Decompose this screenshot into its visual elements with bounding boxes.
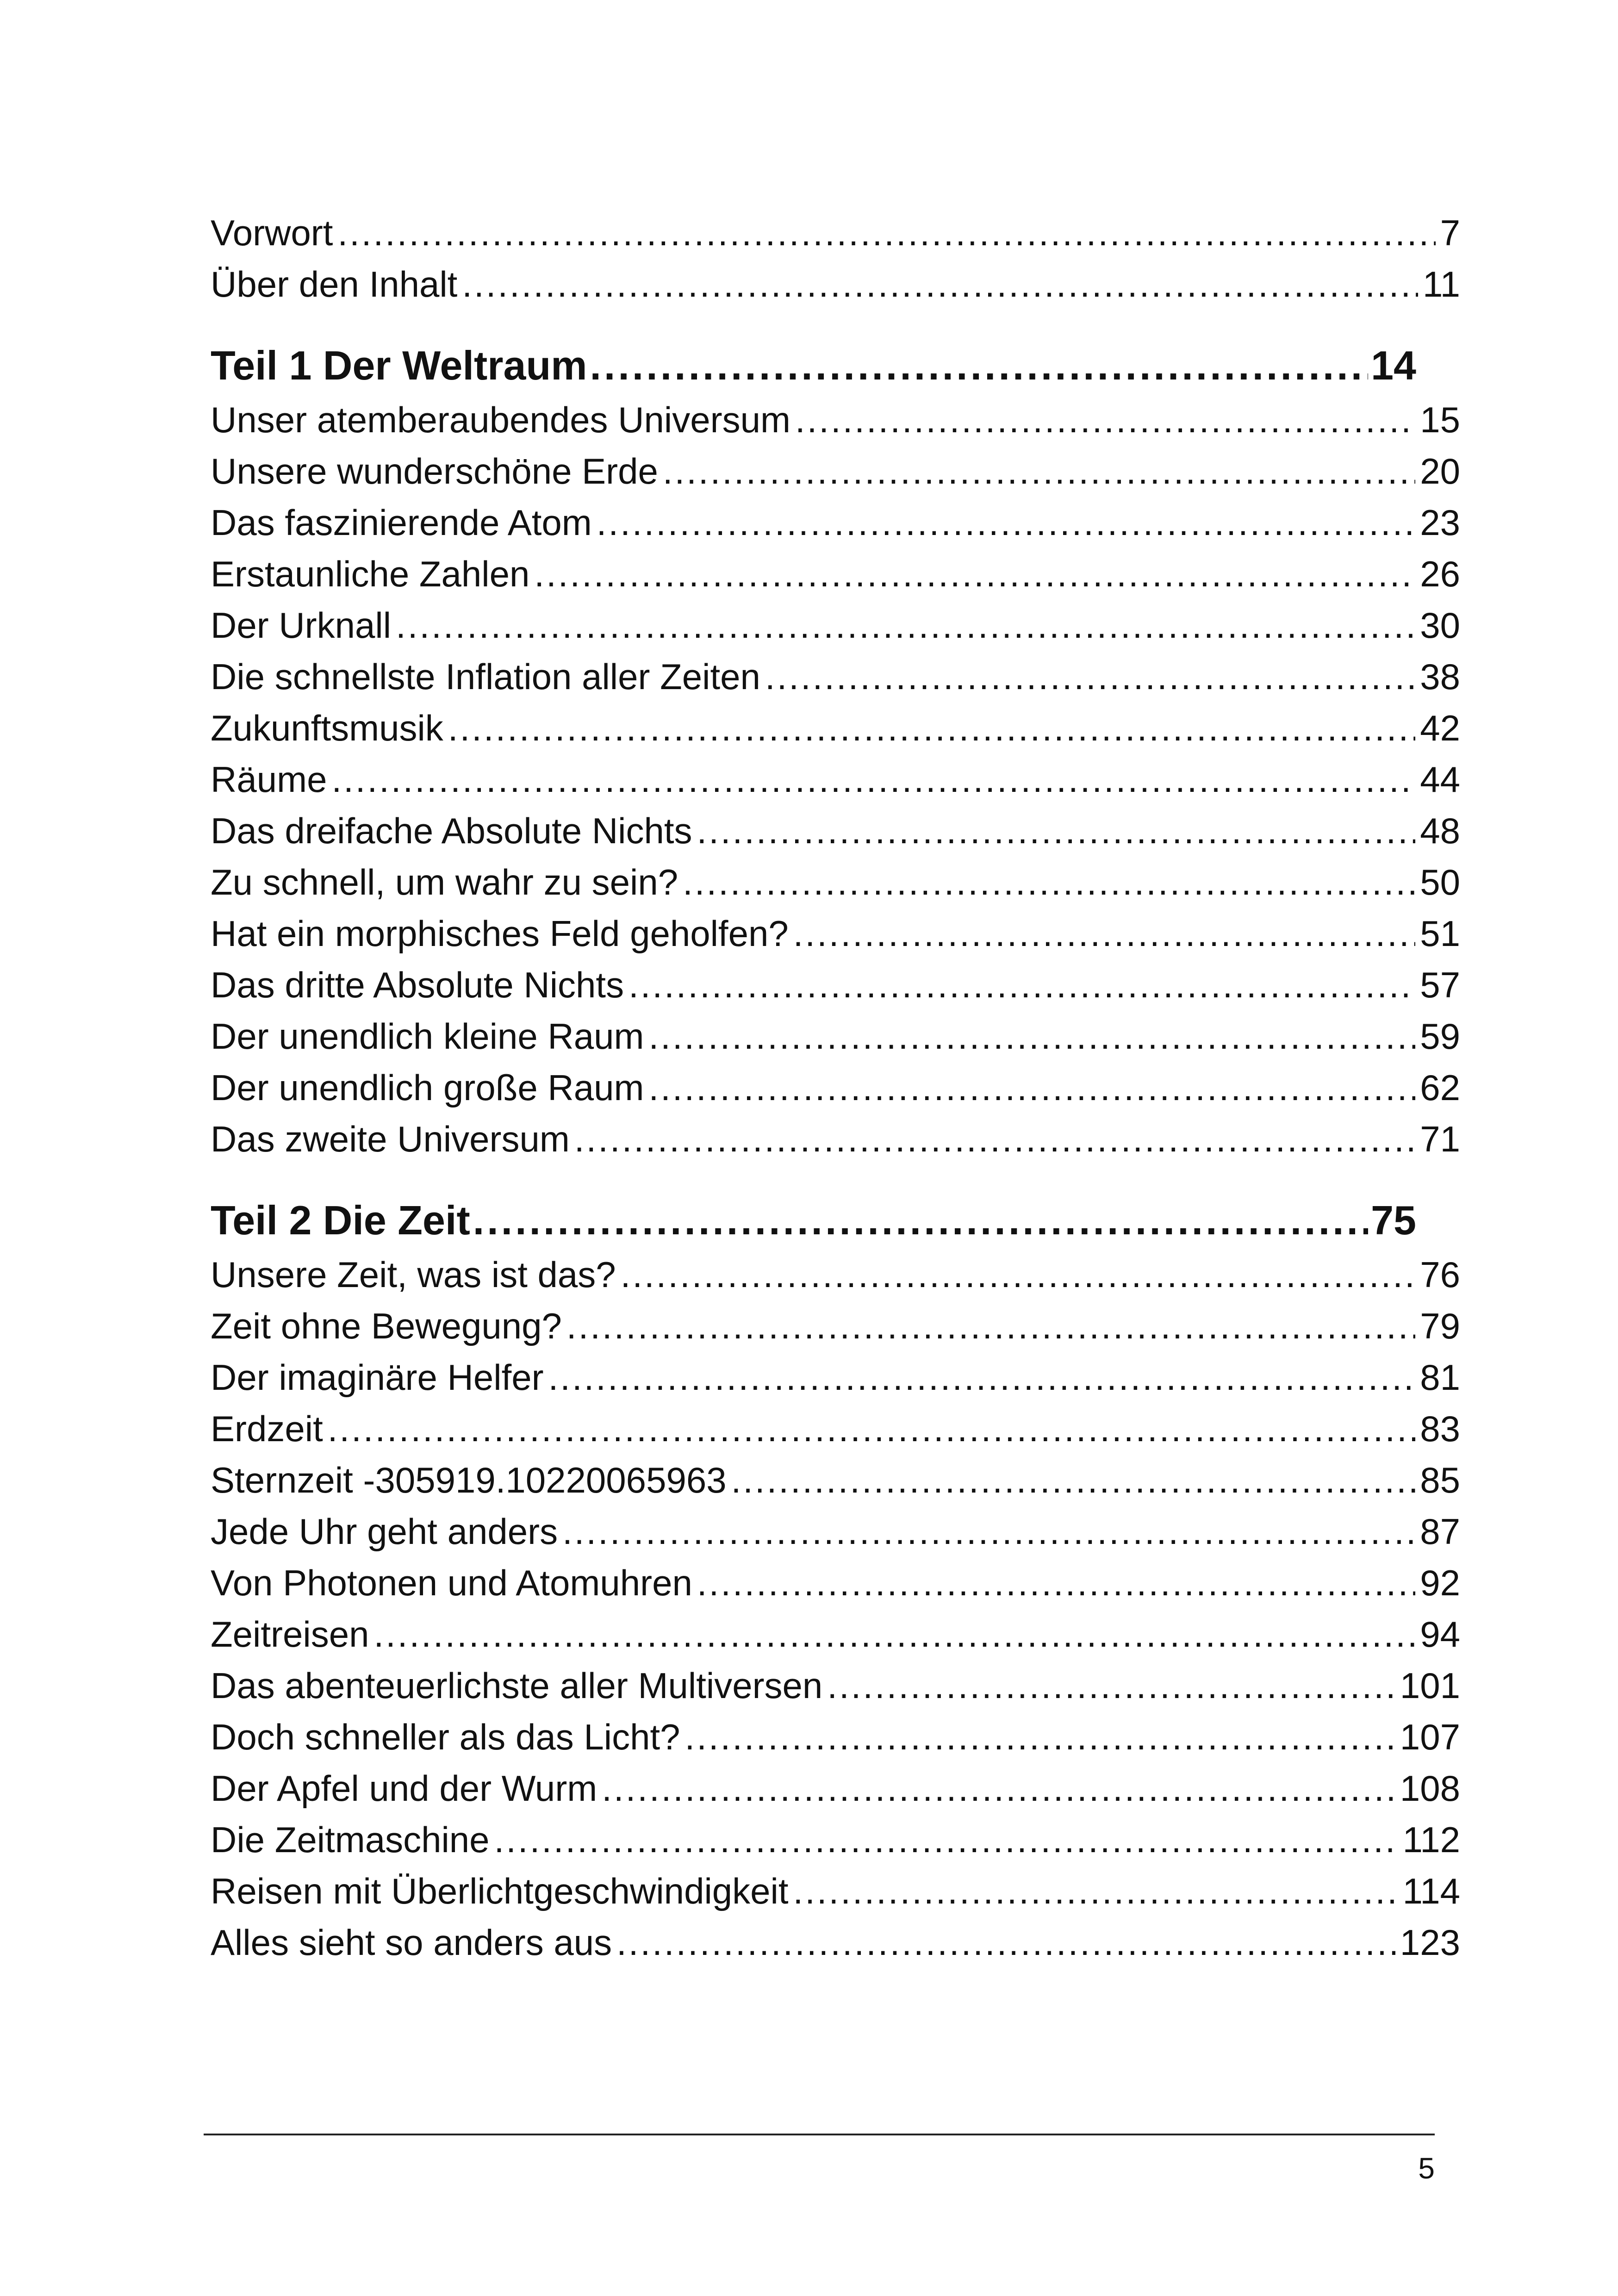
toc-entry-title: Das zweite Universum bbox=[211, 1119, 570, 1159]
toc-entry[interactable] bbox=[211, 805, 1460, 857]
toc-entry[interactable] bbox=[211, 959, 1460, 1011]
toc-entry-title: Von Photonen und Atomuhren bbox=[211, 1562, 692, 1603]
toc-entry[interactable] bbox=[211, 651, 1460, 703]
page-number: 5 bbox=[1418, 2152, 1435, 2185]
toc-entry-page: 15 bbox=[1420, 399, 1460, 440]
toc-entry[interactable] bbox=[211, 908, 1460, 959]
toc-entry-title: Hat ein morphisches Feld geholfen? bbox=[211, 913, 789, 954]
dot-leader bbox=[602, 1763, 1395, 1814]
part-page: 14 bbox=[1371, 342, 1416, 388]
toc-entry[interactable] bbox=[211, 754, 1460, 805]
toc-entry-title: Zukunftsmusik bbox=[211, 708, 443, 748]
toc-entry[interactable] bbox=[211, 207, 1460, 259]
toc-entry[interactable] bbox=[211, 446, 1460, 497]
toc-entry-title: Die schnellste Inflation aller Zeiten bbox=[211, 656, 760, 697]
toc-entry-page: 112 bbox=[1402, 1819, 1460, 1860]
toc-entry-page: 26 bbox=[1420, 554, 1460, 594]
dot-leader bbox=[793, 1866, 1398, 1917]
toc-entry-page: 50 bbox=[1420, 862, 1460, 902]
dot-leader bbox=[683, 857, 1415, 908]
toc-entry-title: Erdzeit bbox=[211, 1408, 323, 1449]
toc-entry[interactable] bbox=[211, 1506, 1460, 1557]
toc-entry-title: Doch schneller als das Licht? bbox=[211, 1717, 680, 1757]
toc-entry[interactable] bbox=[211, 1711, 1460, 1763]
part-title: Teil 1 Der Weltraum bbox=[211, 342, 587, 388]
dot-leader bbox=[648, 1062, 1415, 1114]
toc-entry-page: 94 bbox=[1420, 1614, 1460, 1655]
toc-entry[interactable] bbox=[211, 1011, 1460, 1062]
toc-entry-page: 23 bbox=[1420, 502, 1460, 543]
dot-leader bbox=[663, 446, 1415, 497]
dot-leader bbox=[566, 1300, 1415, 1352]
toc-entry[interactable] bbox=[211, 1814, 1460, 1866]
toc-entry-title: Das faszinierende Atom bbox=[211, 502, 592, 543]
toc-entry-page: 107 bbox=[1400, 1717, 1460, 1757]
toc-entry-page: 79 bbox=[1420, 1306, 1460, 1346]
toc-entry[interactable] bbox=[211, 1609, 1460, 1660]
dot-leader bbox=[473, 1192, 1368, 1249]
toc-entry[interactable] bbox=[211, 1300, 1460, 1352]
toc-entry[interactable] bbox=[211, 1557, 1460, 1609]
dot-leader bbox=[448, 703, 1415, 754]
toc-entry-title: Zu schnell, um wahr zu sein? bbox=[211, 862, 678, 902]
toc-entry-title: Alles sieht so anders aus bbox=[211, 1922, 612, 1963]
toc-entry-title: Unser atemberaubendes Universum bbox=[211, 399, 790, 440]
toc-entry-page: 85 bbox=[1420, 1460, 1460, 1500]
toc-entry-title: Über den Inhalt bbox=[211, 264, 458, 305]
toc-entry-page: 30 bbox=[1420, 605, 1460, 646]
toc-entry[interactable] bbox=[211, 1352, 1460, 1403]
toc-entry-title: Der unendlich kleine Raum bbox=[211, 1016, 644, 1057]
dot-leader bbox=[328, 1403, 1415, 1455]
toc-entry[interactable] bbox=[211, 600, 1460, 651]
toc-entry-page: 20 bbox=[1420, 451, 1460, 492]
dot-leader bbox=[396, 600, 1415, 651]
dot-leader bbox=[685, 1711, 1395, 1763]
toc-entry-page: 51 bbox=[1420, 913, 1460, 954]
toc-entry-page: 76 bbox=[1420, 1254, 1460, 1295]
toc-entry-title: Das dritte Absolute Nichts bbox=[211, 964, 624, 1005]
toc-entry-page: 57 bbox=[1420, 964, 1460, 1005]
toc-entry-page: 11 bbox=[1423, 264, 1460, 305]
dot-leader bbox=[590, 337, 1368, 394]
dot-leader bbox=[462, 259, 1418, 310]
toc-entry-title: Reisen mit Überlichtgeschwindigkeit bbox=[211, 1871, 789, 1911]
toc-entry-title: Der imaginäre Helfer bbox=[211, 1357, 544, 1398]
toc-entry-title: Erstaunliche Zahlen bbox=[211, 554, 530, 594]
dot-leader bbox=[731, 1455, 1416, 1506]
toc-entry-title: Jede Uhr geht anders bbox=[211, 1511, 558, 1552]
dot-leader bbox=[621, 1249, 1416, 1300]
toc-entry[interactable] bbox=[211, 1866, 1460, 1917]
footer-divider bbox=[204, 2134, 1435, 2135]
dot-leader bbox=[373, 1609, 1415, 1660]
toc-entry[interactable] bbox=[211, 1917, 1460, 1968]
dot-leader bbox=[616, 1917, 1395, 1968]
toc-entry-page: 114 bbox=[1402, 1871, 1460, 1911]
part-page: 75 bbox=[1371, 1197, 1416, 1243]
toc-entry[interactable] bbox=[211, 1455, 1460, 1506]
toc-entry[interactable] bbox=[211, 548, 1460, 600]
dot-leader bbox=[795, 394, 1415, 446]
toc-entry-page: 83 bbox=[1420, 1408, 1460, 1449]
table-of-contents bbox=[211, 207, 1460, 1968]
toc-entry-page: 92 bbox=[1420, 1562, 1460, 1603]
toc-entry[interactable] bbox=[211, 1403, 1460, 1455]
toc-entry[interactable] bbox=[211, 1249, 1460, 1300]
toc-entry-title: Unsere wunderschöne Erde bbox=[211, 451, 658, 492]
toc-entry-title: Räume bbox=[211, 759, 327, 800]
toc-entry-title: Das dreifache Absolute Nichts bbox=[211, 810, 692, 851]
toc-entry-page: 59 bbox=[1420, 1016, 1460, 1057]
dot-leader bbox=[548, 1352, 1416, 1403]
toc-entry-page: 42 bbox=[1420, 708, 1460, 748]
toc-entry-title: Die Zeitmaschine bbox=[211, 1819, 490, 1860]
toc-entry-page: 71 bbox=[1420, 1119, 1460, 1159]
dot-leader bbox=[562, 1506, 1415, 1557]
toc-entry-page: 62 bbox=[1420, 1067, 1460, 1108]
dot-leader bbox=[331, 754, 1415, 805]
toc-entry[interactable] bbox=[211, 1763, 1460, 1814]
toc-entry-title: Der unendlich große Raum bbox=[211, 1067, 644, 1108]
toc-entry-page: 44 bbox=[1420, 759, 1460, 800]
toc-entry-page: 87 bbox=[1420, 1511, 1460, 1552]
toc-entry-title: Zeitreisen bbox=[211, 1614, 369, 1655]
dot-leader bbox=[697, 805, 1416, 857]
toc-entry-title: Das abenteuerlichste aller Multiversen bbox=[211, 1665, 823, 1706]
dot-leader bbox=[574, 1114, 1415, 1165]
toc-entry-title: Der Apfel und der Wurm bbox=[211, 1768, 597, 1809]
toc-part-heading[interactable] bbox=[211, 1192, 1416, 1249]
dot-leader bbox=[597, 497, 1415, 548]
dot-leader bbox=[765, 651, 1415, 703]
toc-entry-title: Unsere Zeit, was ist das? bbox=[211, 1254, 616, 1295]
toc-entry-title: Vorwort bbox=[211, 212, 333, 253]
toc-entry-page: 38 bbox=[1420, 656, 1460, 697]
toc-entry-page: 7 bbox=[1440, 212, 1460, 253]
toc-entry[interactable] bbox=[211, 1660, 1460, 1711]
dot-leader bbox=[629, 959, 1415, 1011]
toc-entry-title: Der Urknall bbox=[211, 605, 392, 646]
dot-leader bbox=[697, 1557, 1415, 1609]
toc-entry[interactable] bbox=[211, 259, 1460, 310]
dot-leader bbox=[534, 548, 1415, 600]
dot-leader bbox=[337, 207, 1435, 259]
toc-entry-page: 123 bbox=[1400, 1922, 1460, 1963]
dot-leader bbox=[827, 1660, 1395, 1711]
toc-entry[interactable] bbox=[211, 497, 1460, 548]
dot-leader bbox=[494, 1814, 1398, 1866]
toc-entry[interactable] bbox=[211, 703, 1460, 754]
toc-entry-page: 108 bbox=[1400, 1768, 1460, 1809]
toc-entry-title: Sternzeit -305919.10220065963 bbox=[211, 1460, 727, 1500]
toc-entry-page: 101 bbox=[1400, 1665, 1460, 1706]
dot-leader bbox=[793, 908, 1416, 959]
toc-entry-title: Zeit ohne Bewegung? bbox=[211, 1306, 562, 1346]
toc-entry[interactable] bbox=[211, 1114, 1460, 1165]
toc-entry[interactable] bbox=[211, 394, 1460, 446]
toc-entry-page: 81 bbox=[1420, 1357, 1460, 1398]
part-title: Teil 2 Die Zeit bbox=[211, 1197, 470, 1243]
toc-entry[interactable] bbox=[211, 1062, 1460, 1114]
dot-leader bbox=[649, 1011, 1416, 1062]
toc-part-heading[interactable] bbox=[211, 337, 1416, 394]
toc-entry[interactable] bbox=[211, 857, 1460, 908]
toc-entry-page: 48 bbox=[1420, 810, 1460, 851]
